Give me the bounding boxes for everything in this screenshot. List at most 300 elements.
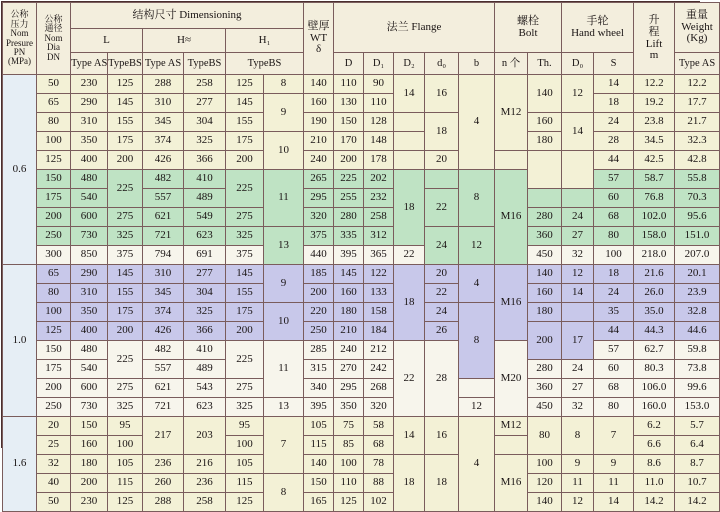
cell-h-type-bs: 623 [184, 398, 226, 417]
cell-flange-d1: 130 [334, 94, 364, 113]
cell-weight-type-as: 6.6 [634, 436, 675, 455]
cell-bolt-thread: M16 [495, 265, 528, 341]
cell-dn: 100 [37, 132, 71, 151]
cell-weight-type-bs: 42.8 [675, 151, 720, 170]
cell-h-type-as: 260 [143, 474, 184, 493]
cell-hand-wheel-d0: 180 [528, 303, 562, 322]
cell-h-type-as: 374 [143, 132, 184, 151]
cell-hand-wheel-d0: 450 [528, 398, 562, 417]
cell-flange-d: 165 [304, 493, 334, 512]
cell-dn: 40 [37, 474, 71, 493]
cell-h-type-bs: 216 [184, 455, 226, 474]
cell-h-type-as: 557 [143, 189, 184, 208]
cell-lift: 44 [594, 322, 634, 341]
cell-flange-d0: 18 [394, 455, 425, 512]
header-h1: H₁ [226, 29, 304, 53]
cell-flange-d1: 85 [334, 436, 364, 455]
cell-weight-type-as: 158.0 [634, 227, 675, 246]
cell-flange-d: 240 [304, 151, 334, 170]
cell-flange-d2: 90 [364, 75, 394, 94]
cell-dn: 250 [37, 227, 71, 246]
cell-h-type-bs: 410 [184, 341, 226, 360]
cell-flange-d0: 22 [394, 341, 425, 417]
cell-h-type-as: 288 [143, 75, 184, 94]
cell-bolt-thread: M20 [495, 341, 528, 417]
cell-flange-d2: 122 [364, 265, 394, 284]
cell-lift: 24 [594, 113, 634, 132]
cell-dn: 125 [37, 322, 71, 341]
cell-flange-d2: 148 [364, 132, 394, 151]
cell-weight-type-as: 26.0 [634, 284, 675, 303]
cell-hand-wheel-s: 14 [562, 113, 594, 151]
cell-l-type-bs: 325 [108, 227, 143, 246]
table-row [3, 398, 720, 417]
cell-flange-d: 315 [304, 360, 334, 379]
header-wall-thickness: 壁厚 WT δ [304, 3, 334, 75]
cell-h1: 125 [226, 75, 264, 94]
table-row [3, 170, 720, 189]
cell-flange-d: 285 [304, 341, 334, 360]
cell-flange-d1: 125 [334, 493, 364, 512]
cell-h1: 175 [226, 132, 264, 151]
cell-flange-d2: 242 [364, 360, 394, 379]
cell-h-type-bs: 489 [184, 189, 226, 208]
cell-flange-d1: 295 [334, 379, 364, 398]
cell-wall-thickness: 8 [264, 75, 304, 94]
cell-weight-type-as: 102.0 [634, 208, 675, 227]
cell-h-type-bs: 489 [184, 360, 226, 379]
header-hand-wheel: 手轮 Hand wheel [562, 3, 634, 53]
cell-lift: 100 [594, 246, 634, 265]
table-row [3, 455, 720, 474]
cell-hand-wheel-s: 9 [562, 455, 594, 474]
cell-h-type-bs: 410 [184, 170, 226, 189]
table-row [3, 113, 720, 132]
cell-l-type-bs: 125 [108, 75, 143, 94]
cell-lift: 9 [594, 455, 634, 474]
cell-dn: 65 [37, 265, 71, 284]
cell-weight-type-bs: 44.6 [675, 322, 720, 341]
cell-flange-d2: 212 [364, 341, 394, 360]
cell-l-type-bs: 375 [108, 246, 143, 265]
cell-hand-wheel-s: 27 [562, 227, 594, 246]
table-row [3, 227, 720, 246]
cell-wall-thickness: 9 [264, 265, 304, 303]
cell-l-type-bs: 325 [108, 398, 143, 417]
cell-l-type-bs: 175 [108, 303, 143, 322]
cell-flange-d1: 110 [334, 75, 364, 94]
cell-flange-d1: 200 [334, 151, 364, 170]
cell-flange-d2: 58 [364, 417, 394, 436]
cell-lift: 18 [594, 94, 634, 113]
cell-hand-wheel-d0: 120 [528, 474, 562, 493]
cell-hand-wheel-d0: 360 [528, 379, 562, 398]
cell-weight-type-as: 160.0 [634, 398, 675, 417]
cell-weight-type-bs: 153.0 [675, 398, 720, 417]
gate-valve-spec-table [2, 2, 720, 512]
cell-l-type-bs: 200 [108, 322, 143, 341]
cell-flange-d: 375 [304, 227, 334, 246]
cell-lift: 57 [594, 341, 634, 360]
cell-flange-d: 150 [304, 474, 334, 493]
cell-hand-wheel-d0: 200 [528, 322, 562, 360]
table-row [3, 151, 720, 170]
cell-flange-d1: 395 [334, 246, 364, 265]
cell-flange-d2: 178 [364, 151, 394, 170]
cell-weight-type-bs: 207.0 [675, 246, 720, 265]
cell-dn: 25 [37, 436, 71, 455]
header-bolt: 螺栓 Bolt [495, 3, 562, 53]
cell-flange-d: 185 [304, 265, 334, 284]
cell-h1: 375 [226, 246, 264, 265]
cell-hand-wheel-s [562, 189, 594, 208]
cell-flange-d2: 88 [364, 474, 394, 493]
cell-l-type-bs: 125 [108, 493, 143, 512]
cell-l-type-bs: 225 [108, 341, 143, 379]
cell-weight-type-as: 44.3 [634, 322, 675, 341]
cell-weight-type-bs: 59.8 [675, 341, 720, 360]
cell-flange-d2: 312 [364, 227, 394, 246]
cell-h-type-bs: 325 [184, 132, 226, 151]
header-weight: 重量 Weight (Kg) [675, 3, 720, 53]
cell-l-type-as: 730 [71, 398, 108, 417]
header-h-type-as: Type AS [143, 53, 184, 75]
header-l-type-as: Type AS [71, 53, 108, 75]
cell-nominal-pressure: 1.0 [3, 265, 37, 417]
cell-h-type-as: 310 [143, 94, 184, 113]
cell-flange-d: 140 [304, 75, 334, 94]
cell-bolt-count: 8 [459, 170, 495, 227]
cell-wall-thickness: 10 [264, 303, 304, 341]
cell-hand-wheel-d0: 280 [528, 208, 562, 227]
cell-flange-b: 24 [425, 303, 459, 322]
cell-flange-d1: 75 [334, 417, 364, 436]
cell-hand-wheel-d0: 140 [528, 493, 562, 512]
cell-hand-wheel-s: 32 [562, 246, 594, 265]
cell-flange-d2: 68 [364, 436, 394, 455]
cell-lift: 11 [594, 474, 634, 493]
cell-lift: 57 [594, 170, 634, 189]
cell-hand-wheel-s: 32 [562, 398, 594, 417]
cell-h-type-as: 426 [143, 151, 184, 170]
header-weight-type-as: Type AS [675, 53, 720, 75]
cell-bolt-count [459, 379, 495, 398]
cell-flange-d2: 232 [364, 189, 394, 208]
cell-h-type-as: 621 [143, 379, 184, 398]
cell-flange-d2: 184 [364, 322, 394, 341]
cell-flange-d2: 128 [364, 113, 394, 132]
cell-l-type-as: 180 [71, 455, 108, 474]
cell-weight-type-as: 42.5 [634, 151, 675, 170]
cell-hand-wheel-d0 [528, 151, 562, 189]
cell-weight-type-as: 218.0 [634, 246, 675, 265]
header-lift: 升 程 Lift m [634, 3, 675, 75]
cell-flange-d1: 240 [334, 341, 364, 360]
cell-flange-b: 18 [425, 455, 459, 512]
cell-l-type-bs: 100 [108, 436, 143, 455]
cell-h1: 275 [226, 208, 264, 227]
cell-flange-d0 [394, 151, 425, 170]
cell-weight-type-as: 14.2 [634, 493, 675, 512]
header-bolt-thread: Th. [528, 53, 562, 75]
cell-dn: 50 [37, 75, 71, 94]
cell-h1: 275 [226, 379, 264, 398]
cell-flange-d0: 14 [394, 75, 425, 113]
cell-weight-type-bs: 32.8 [675, 303, 720, 322]
cell-l-type-bs: 155 [108, 284, 143, 303]
cell-flange-b: 22 [425, 189, 459, 227]
cell-hand-wheel-d0: 160 [528, 113, 562, 132]
cell-hand-wheel-d0: 160 [528, 284, 562, 303]
cell-flange-d0: 14 [394, 417, 425, 455]
cell-hand-wheel-d0: 280 [528, 360, 562, 379]
table-row [3, 303, 720, 322]
cell-weight-type-bs: 6.4 [675, 436, 720, 455]
cell-dn: 80 [37, 284, 71, 303]
cell-flange-b: 20 [425, 265, 459, 284]
cell-h1: 115 [226, 474, 264, 493]
cell-weight-type-as: 6.2 [634, 417, 675, 436]
table-row [3, 75, 720, 94]
cell-h-type-bs: 277 [184, 265, 226, 284]
cell-weight-type-bs: 21.7 [675, 113, 720, 132]
cell-dn: 20 [37, 417, 71, 436]
cell-wall-thickness: 9 [264, 94, 304, 132]
table-row [3, 322, 720, 341]
cell-l-type-bs: 95 [108, 417, 143, 436]
cell-flange-d2: 365 [364, 246, 394, 265]
cell-lift: 28 [594, 132, 634, 151]
cell-wall-thickness: 7 [264, 417, 304, 474]
cell-flange-d: 295 [304, 189, 334, 208]
cell-flange-d: 395 [304, 398, 334, 417]
cell-h-type-bs: 277 [184, 94, 226, 113]
cell-h-type-as: 288 [143, 493, 184, 512]
cell-flange-d: 440 [304, 246, 334, 265]
cell-h-type-as: 217 [143, 417, 184, 455]
cell-hand-wheel-s [562, 151, 594, 189]
cell-h-type-bs: 304 [184, 113, 226, 132]
cell-flange-b: 28 [425, 341, 459, 417]
cell-bolt-count: 4 [459, 417, 495, 512]
cell-h1: 145 [226, 94, 264, 113]
cell-l-type-bs: 225 [108, 170, 143, 208]
cell-dn: 32 [37, 455, 71, 474]
cell-flange-d1: 350 [334, 398, 364, 417]
table-row [3, 284, 720, 303]
cell-h-type-bs: 325 [184, 303, 226, 322]
cell-l-type-bs: 155 [108, 113, 143, 132]
cell-h-type-as: 621 [143, 208, 184, 227]
cell-flange-b: 18 [425, 113, 459, 151]
cell-lift: 68 [594, 208, 634, 227]
header-l-type-bs: TypeBS [108, 53, 143, 75]
cell-l-type-as: 540 [71, 189, 108, 208]
cell-flange-d0: 18 [394, 170, 425, 246]
cell-bolt-thread: M12 [495, 75, 528, 151]
cell-l-type-as: 200 [71, 474, 108, 493]
cell-l-type-as: 600 [71, 379, 108, 398]
cell-weight-type-bs: 20.1 [675, 265, 720, 284]
cell-h-type-as: 721 [143, 398, 184, 417]
cell-lift: 35 [594, 303, 634, 322]
cell-flange-d1: 225 [334, 170, 364, 189]
cell-flange-d: 320 [304, 208, 334, 227]
cell-lift: 24 [594, 284, 634, 303]
cell-l-type-as: 230 [71, 493, 108, 512]
cell-flange-d1: 255 [334, 189, 364, 208]
cell-flange-d1: 170 [334, 132, 364, 151]
cell-hand-wheel-d0: 360 [528, 227, 562, 246]
cell-flange-d0 [394, 113, 425, 132]
cell-wall-thickness: 11 [264, 341, 304, 398]
cell-l-type-as: 160 [71, 436, 108, 455]
cell-bolt-count: 8 [459, 303, 495, 379]
cell-weight-type-bs: 10.7 [675, 474, 720, 493]
cell-h-type-bs: 236 [184, 474, 226, 493]
cell-dn: 200 [37, 379, 71, 398]
cell-lift: 14 [594, 493, 634, 512]
cell-l-type-as: 480 [71, 170, 108, 189]
cell-flange-d: 220 [304, 303, 334, 322]
cell-h-type-bs: 203 [184, 417, 226, 455]
spec-sheet [1, 1, 716, 508]
cell-flange-b: 16 [425, 75, 459, 113]
cell-weight-type-as: 106.0 [634, 379, 675, 398]
cell-h-type-bs: 258 [184, 75, 226, 94]
cell-flange-d: 265 [304, 170, 334, 189]
header-h: H≈ [143, 29, 226, 53]
cell-flange-d: 200 [304, 284, 334, 303]
cell-h-type-as: 345 [143, 113, 184, 132]
cell-h1: 145 [226, 265, 264, 284]
cell-bolt-thread [495, 151, 528, 170]
table-row [3, 94, 720, 113]
cell-h-type-as: 426 [143, 322, 184, 341]
cell-weight-type-bs: 17.7 [675, 94, 720, 113]
cell-flange-d: 105 [304, 417, 334, 436]
cell-flange-d: 190 [304, 113, 334, 132]
cell-weight-type-as: 8.6 [634, 455, 675, 474]
cell-h-type-as: 794 [143, 246, 184, 265]
cell-h1: 125 [226, 493, 264, 512]
cell-flange-d1: 280 [334, 208, 364, 227]
header-h-type-bs: TypeBS [184, 53, 226, 75]
cell-h1: 175 [226, 303, 264, 322]
cell-flange-d1: 210 [334, 322, 364, 341]
header-nominal-pressure: 公称 压力 Nom Presure PN (MPa) [3, 3, 37, 75]
cell-h-type-bs: 691 [184, 246, 226, 265]
cell-flange-d1: 100 [334, 455, 364, 474]
cell-hand-wheel-s: 8 [562, 417, 594, 455]
cell-l-type-as: 730 [71, 227, 108, 246]
cell-h-type-bs: 543 [184, 379, 226, 398]
header-flange-b: b [459, 53, 495, 75]
cell-flange-d1: 110 [334, 474, 364, 493]
cell-l-type-as: 480 [71, 341, 108, 360]
cell-l-type-bs: 175 [108, 132, 143, 151]
cell-wall-thickness: 13 [264, 398, 304, 417]
cell-flange-d: 210 [304, 132, 334, 151]
cell-weight-type-as: 76.8 [634, 189, 675, 208]
cell-h-type-bs: 258 [184, 493, 226, 512]
cell-weight-type-bs: 55.8 [675, 170, 720, 189]
cell-bolt-count: 4 [459, 265, 495, 303]
cell-weight-type-bs: 95.6 [675, 208, 720, 227]
cell-h-type-as: 310 [143, 265, 184, 284]
cell-lift: 44 [594, 151, 634, 170]
cell-weight-type-bs: 70.3 [675, 189, 720, 208]
cell-flange-d: 160 [304, 94, 334, 113]
cell-flange-b [425, 170, 459, 189]
header-structural-dimensions: 结构尺寸 Dimensioning [71, 3, 304, 29]
cell-lift: 60 [594, 189, 634, 208]
cell-bolt-thread: M12 [495, 417, 528, 436]
cell-l-type-as: 400 [71, 322, 108, 341]
cell-l-type-bs: 200 [108, 151, 143, 170]
cell-flange-d0: 22 [394, 246, 425, 265]
cell-weight-type-bs: 8.7 [675, 455, 720, 474]
cell-bolt-count: 12 [459, 227, 495, 265]
cell-dn: 65 [37, 94, 71, 113]
cell-hand-wheel-s: 12 [562, 265, 594, 284]
cell-dn: 150 [37, 341, 71, 360]
header-flange-d: D [334, 53, 364, 75]
cell-hand-wheel-d0 [528, 189, 562, 208]
cell-weight-type-bs: 14.2 [675, 493, 720, 512]
cell-hand-wheel-d0: 180 [528, 132, 562, 151]
cell-bolt-count: 4 [459, 75, 495, 170]
cell-flange-d2: 102 [364, 493, 394, 512]
cell-l-type-as: 310 [71, 284, 108, 303]
cell-l-type-bs: 275 [108, 208, 143, 227]
cell-l-type-bs: 145 [108, 94, 143, 113]
cell-hand-wheel-s: 24 [562, 360, 594, 379]
cell-hand-wheel-s: 24 [562, 208, 594, 227]
cell-dn: 250 [37, 398, 71, 417]
cell-weight-type-as: 35.0 [634, 303, 675, 322]
cell-dn: 200 [37, 208, 71, 227]
cell-dn: 300 [37, 246, 71, 265]
cell-flange-d1: 150 [334, 113, 364, 132]
cell-l-type-as: 290 [71, 265, 108, 284]
cell-flange-d: 115 [304, 436, 334, 455]
cell-weight-type-as: 34.5 [634, 132, 675, 151]
cell-h1: 95 [226, 417, 264, 436]
cell-flange-d2: 110 [364, 94, 394, 113]
cell-dn: 125 [37, 151, 71, 170]
cell-flange-d1: 180 [334, 303, 364, 322]
cell-flange-d: 250 [304, 322, 334, 341]
table-row [3, 265, 720, 284]
cell-h1: 200 [226, 151, 264, 170]
cell-hand-wheel-s [562, 303, 594, 322]
cell-h1: 155 [226, 284, 264, 303]
cell-flange-b: 26 [425, 322, 459, 341]
cell-h-type-bs: 366 [184, 151, 226, 170]
cell-weight-type-as: 23.8 [634, 113, 675, 132]
cell-bolt-thread: M16 [495, 455, 528, 512]
cell-h-type-bs: 366 [184, 322, 226, 341]
cell-h-type-bs: 549 [184, 208, 226, 227]
cell-h-type-as: 721 [143, 227, 184, 246]
cell-flange-d1: 335 [334, 227, 364, 246]
cell-h-type-as: 374 [143, 303, 184, 322]
cell-dn: 175 [37, 360, 71, 379]
cell-l-type-as: 150 [71, 417, 108, 436]
cell-hand-wheel-d0: 80 [528, 417, 562, 455]
cell-l-type-as: 400 [71, 151, 108, 170]
